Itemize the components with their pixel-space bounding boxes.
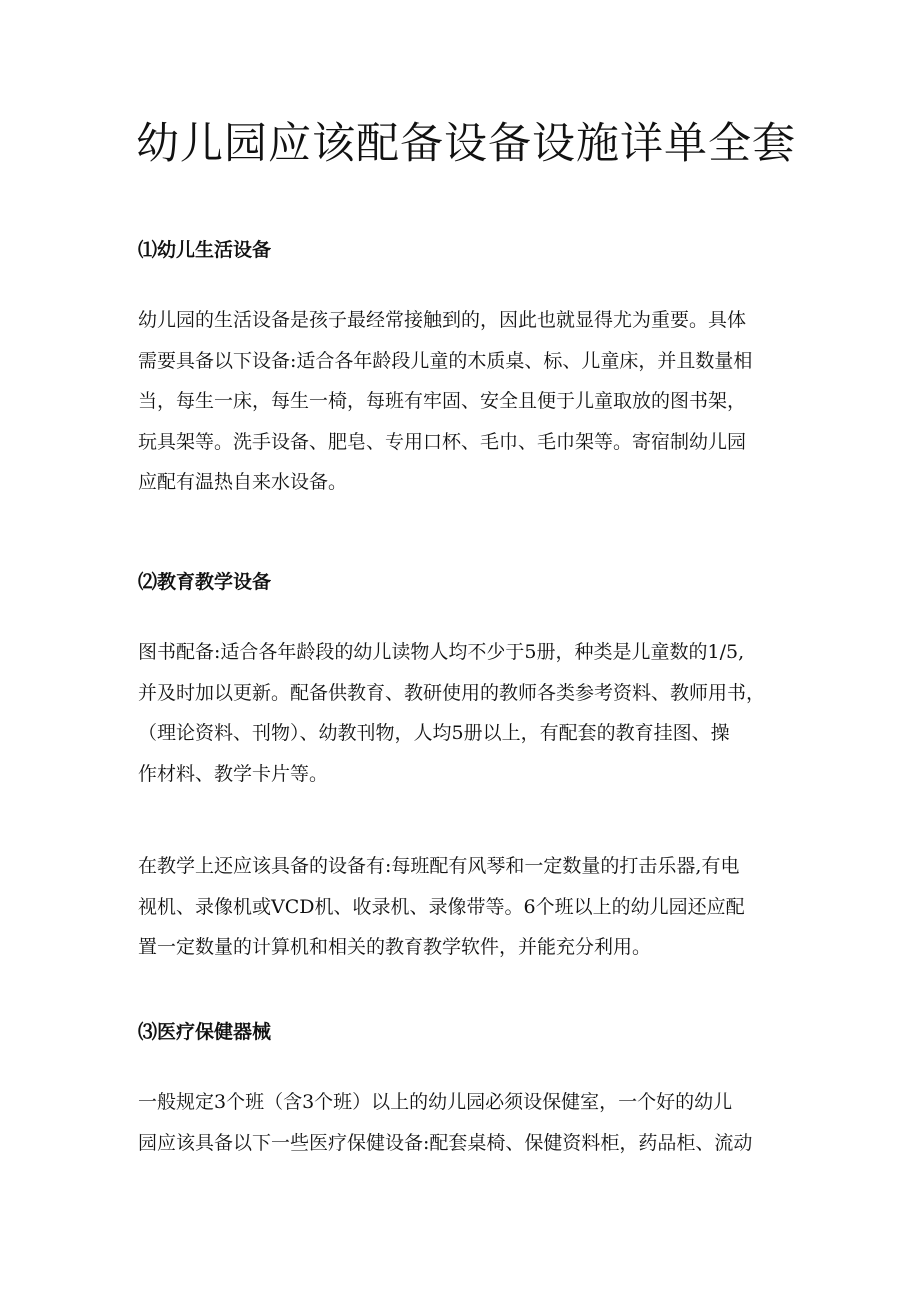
paragraph-teaching-devices — [138, 846, 788, 968]
paragraph-line: 视机、录像机或VCD机、收录机、录像带等。6个班以上的幼儿园还应配 — [138, 895, 745, 918]
paragraph-line: 园应该具备以下一些医疗保健设备:配套桌椅、保健资料柜，药品柜、流动 — [138, 1131, 753, 1154]
paragraph-line: （理论资料、刊物）、幼教刊物，人均5册以上，有配套的教育挂图、操 — [138, 722, 730, 744]
paragraph-line: 在教学上还应该具备的设备有:每班配有风琴和一定数量的打击乐器,有电 — [138, 855, 740, 877]
document-title: 幼儿园应该配备设备设施详单全套 — [136, 119, 796, 169]
section-heading-medical-equipment: ⑶医疗保健器械 — [138, 1021, 272, 1043]
paragraph-medical-equipment — [138, 1082, 788, 1163]
section-heading-living-equipment: ⑴幼儿生活设备 — [138, 239, 272, 261]
paragraph-book-supplies — [138, 632, 788, 794]
paragraph-line: 玩具架等。洗手设备、肥皂、专用口杯、毛巾、毛巾架等。寄宿制幼儿园 — [138, 430, 747, 453]
paragraph-living-equipment — [138, 300, 788, 503]
paragraph-line: 图书配备:适合各年龄段的幼儿读物人均不少于5册，种类是儿童数的1/5, — [138, 641, 745, 663]
paragraph-line: 一般规定3个班（含3个班）以上的幼儿园必须设保健室，一个好的幼儿 — [138, 1091, 733, 1113]
section-heading-teaching-equipment: ⑵教育教学设备 — [138, 571, 272, 593]
paragraph-line: 置一定数量的计算机和相关的教育教学软件，并能充分利用。 — [138, 936, 652, 958]
paragraph-line: 作材料、教学卡片等。 — [138, 762, 329, 785]
paragraph-line: 当，每生一床，每生一椅，每班有牢固、安全且便于儿童取放的图书架， — [138, 390, 747, 412]
paragraph-line: 应配有温热自来水设备。 — [138, 471, 348, 493]
paragraph-line: 需要具备以下设备:适合各年龄段儿童的木质桌、标、儿童床，并且数量相 — [138, 349, 753, 372]
paragraph-line: 并及时加以更新。配备供教育、教研使用的教师各类参考资料、教师用书， — [138, 681, 766, 704]
paragraph-line: 幼儿园的生活设备是孩子最经常接触到的，因此也就显得尤为重要。具体 — [138, 309, 747, 331]
